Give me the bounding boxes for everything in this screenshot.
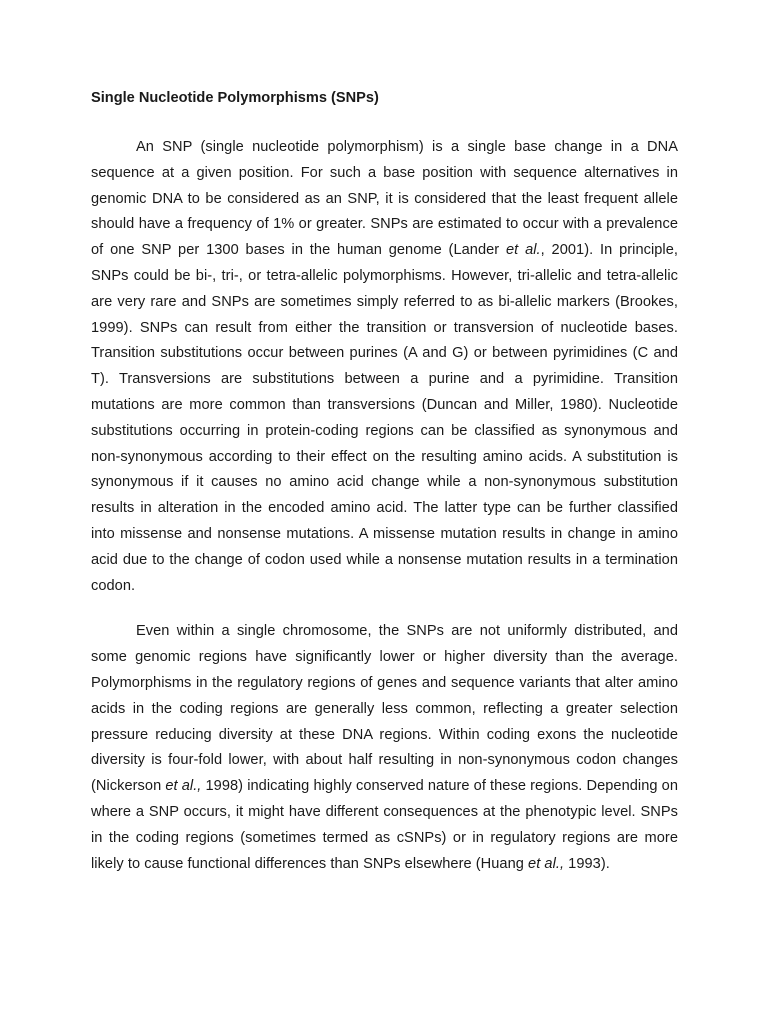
paragraph-text: An SNP (single nucleotide polymorphism) is a single base change in a DNA sequence at a given position. For such a base position with sequence alternatives in genomic DNA to be considered as an SNP, it is considered that the least frequent allele should have a frequency of 1% or greater. SNPs are estimated to occur with a prevalence of one SNP per 1300 bases in the human genome (Lander: [91, 139, 678, 259]
paragraph-text: 1993).: [564, 855, 610, 872]
citation-italic: et al.,: [165, 778, 202, 795]
paragraph-text: , 2001). In principle, SNPs could be bi-, tri-, or tetra-allelic polymorphisms. However, tri-allelic and tetra-allelic are very rare and SNPs are sometimes simply referred to as bi-allelic markers (Brookes, 1999). SNPs can result from either the transition or transversion of nucleotide bases. Transition substitutions occur between purines (A and G) or between pyrimidines (C and T). Transversions are substitutions between a purine and a pyrimidine. Transition mutations are more common than transversions (Duncan and Miller, 1980). Nucleotide substitutions occurring in protein-coding regions can be classified as synonymous and non-synonymous according to their effect on the resulting amino acids. A substitution is synonymous if it causes no amino acid change while a non-synonymous substitution results in alteration in the encoded amino acid. The latter type can be further classified into missense and nonsense mutations. A missense mutation results in change in amino acid due to the change of codon used while a nonsense mutation results in a termination codon.: [91, 242, 678, 594]
paragraph-text: 1998) indicating highly conserved nature of these regions. Depending on where a SNP occurs, it might have different consequences at the phenotypic level. SNPs in the coding regions (sometimes termed as cSNPs) or in regulatory regions are more likely to cause functional differences than SNPs elsewhere (Huang: [91, 778, 678, 872]
citation-italic: et al.,: [528, 855, 565, 872]
document-page: [91, 88, 678, 877]
paragraph-text: Even within a single chromosome, the SNPs are not uniformly distributed, and some genomic regions have significantly lower or higher diversity than the average. Polymorphisms in the regulatory regions of genes and sequence variants that alter amino acids in the coding regions are generally less common, reflecting a greater selection pressure reducing diversity at these DNA regions. Within coding exons the nucleotide diversity is four-fold lower, with about half resulting in non-synonymous codon changes (Nickerson: [91, 623, 678, 795]
citation-italic: et al.: [506, 242, 541, 259]
paragraph-1: [91, 135, 678, 599]
section-heading: Single Nucleotide Polymorphisms (SNPs): [91, 90, 379, 106]
paragraph-2: [91, 619, 678, 877]
